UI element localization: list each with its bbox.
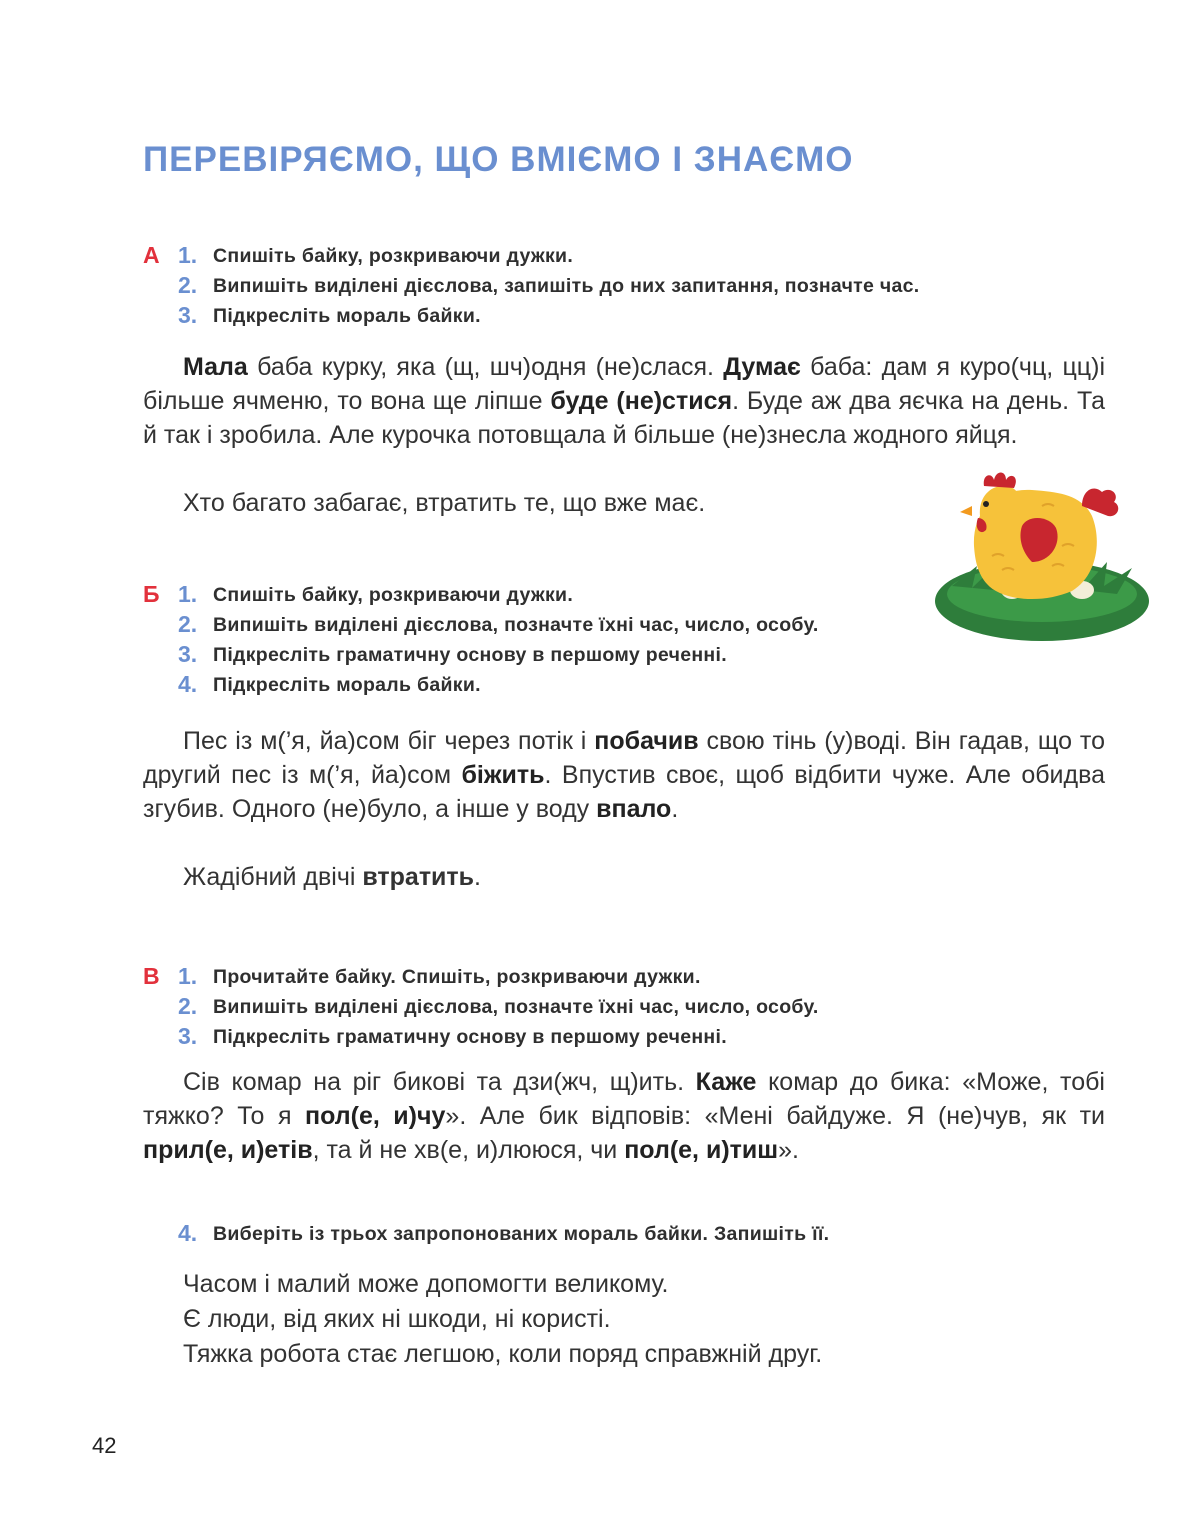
text-run: комар до бика: «Може, тобі тяжко? То я <box>143 1068 1105 1130</box>
task-text: Випишіть виділені дієслова, позначте їхні час, число, особу. <box>213 996 819 1018</box>
section-letter-b: Б <box>143 581 160 607</box>
task-number: 3. <box>178 302 198 328</box>
task-text: Спишіть байку, розкриваючи дужки. <box>213 584 574 606</box>
task-text: Прочитайте байку. Спишіть, розкриваючи дужки. <box>213 966 701 988</box>
task-b-2 <box>143 609 1123 639</box>
task-list-b <box>143 579 1123 699</box>
task-number: 3. <box>178 641 198 667</box>
task-number: 1. <box>178 242 198 268</box>
highlighted-word: буде (не)стися <box>550 387 733 415</box>
task-list-a <box>143 240 1123 330</box>
moral-option: Є люди, від яких ні шкоди, ні користі. <box>183 1305 611 1333</box>
story-a-paragraph <box>143 350 1105 452</box>
text-run: . <box>474 863 481 891</box>
section-letter-v: В <box>143 963 160 989</box>
task-number: 2. <box>178 272 198 298</box>
task-a-2 <box>143 270 1123 300</box>
highlighted-word: Мала <box>183 353 248 381</box>
story-a-moral: Хто багато забагає, втратить те, що вже має. <box>183 489 706 517</box>
text-run: баба: дам я куро(чц, цц)і більше ячменю, то вона ще ліпше <box>143 353 1105 415</box>
moral-option: Тяжка робота стає легшою, коли поряд справжній друг. <box>183 1340 823 1368</box>
task-v-1 <box>143 961 1123 991</box>
highlighted-word: Думає <box>723 353 801 381</box>
task-number: 2. <box>178 993 198 1019</box>
highlighted-word: пол(е, и)тиш <box>624 1136 779 1164</box>
section-letter-a: А <box>143 242 160 268</box>
highlighted-word: прил(е, и)етів <box>143 1136 313 1164</box>
text-run: Пес із м(’я, йа)сом біг через потік і <box>183 727 595 755</box>
task-v-3 <box>143 1021 1123 1051</box>
story-v <box>143 1065 1105 1167</box>
task-number: 4. <box>178 671 198 697</box>
task-text: Випишіть виділені дієслова, запишіть до них запитання, позначте час. <box>213 275 920 297</box>
text-run: . Буде аж два яєчка на день. Та й так і зробила. Але курочка потовщала й більше (не)знесла жодного яйця. <box>143 387 1105 449</box>
text-run: ». Але бик відповів: «Мені байдуже. Я (не)чув, як ти <box>445 1102 1105 1130</box>
text-run: ». <box>778 1136 799 1164</box>
task-number: 3. <box>178 1023 198 1049</box>
highlighted-word: втратить <box>362 863 475 891</box>
task-v-4-block <box>143 1218 1123 1248</box>
task-number: 2. <box>178 611 198 637</box>
highlighted-word: побачив <box>594 727 699 755</box>
moral-options <box>183 1267 822 1372</box>
task-b-1 <box>143 579 1123 609</box>
text-run: . Впустив своє, щоб відбити чуже. Але обидва згубив. Одного (не)було, а інше у воду <box>143 761 1105 823</box>
text-run: Жадібний двічі <box>183 863 363 891</box>
task-text: Виберіть із трьох запропонованих мораль байки. Запишіть її. <box>213 1223 830 1245</box>
story-v-paragraph <box>143 1065 1105 1167</box>
story-b-paragraph <box>143 724 1105 826</box>
task-text: Підкресліть мораль байки. <box>213 674 481 696</box>
text-run: баба курку, яка (щ, шч)одня (не)слася. <box>247 353 724 381</box>
task-text: Випишіть виділені дієслова, позначте їхні час, число, особу. <box>213 614 819 636</box>
text-run: свою тінь (у)воді. Він гадав, що то другий пес із м(’я, йа)сом <box>143 727 1105 789</box>
highlighted-word: впало <box>596 795 672 823</box>
task-v-2 <box>143 991 1123 1021</box>
story-b-moral <box>183 860 481 894</box>
task-text: Підкресліть граматичну основу в першому реченні. <box>213 1026 727 1048</box>
task-v-4 <box>143 1218 1123 1248</box>
page-number: 42 <box>92 1433 117 1458</box>
task-number: 1. <box>178 963 198 989</box>
highlighted-word: пол(е, и)чу <box>305 1102 446 1130</box>
task-a-1 <box>143 240 1123 270</box>
task-b-3 <box>143 639 1123 669</box>
text-run: Сів комар на ріг бикові та дзи(жч, щ)ить. <box>183 1068 696 1096</box>
page-title: ПЕРЕВІРЯЄМО, ЩО ВМІЄМО І ЗНАЄМО <box>143 140 854 179</box>
story-a <box>143 350 1105 452</box>
task-number: 1. <box>178 581 198 607</box>
task-number: 4. <box>178 1220 198 1246</box>
task-b-4 <box>143 669 1123 699</box>
text-run: , та й не хв(е, и)лююся, чи <box>312 1136 625 1164</box>
task-text: Спишіть байку, розкриваючи дужки. <box>213 245 574 267</box>
task-list-v <box>143 961 1123 1051</box>
story-b <box>143 724 1105 826</box>
moral-option: Часом і малий може допомогти великому. <box>183 1270 669 1298</box>
highlighted-word: біжить <box>461 761 545 789</box>
task-text: Підкресліть граматичну основу в першому реченні. <box>213 644 727 666</box>
highlighted-word: Каже <box>695 1068 757 1096</box>
task-a-3 <box>143 300 1123 330</box>
task-text: Підкресліть мораль байки. <box>213 305 481 327</box>
text-run: . <box>671 795 679 823</box>
